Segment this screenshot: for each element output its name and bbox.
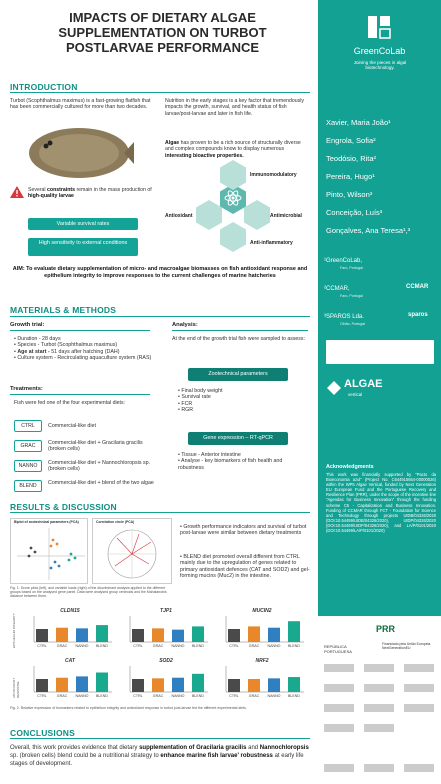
conclusions-text: Overall, this work provides evidence that dietary supplementation of Gracilaria gracilis and Nannochloropsis sp. (broken cells) blend could be a nutritional strategy to enhance marine fish larvae' robustness at early life stages of development. (10, 745, 309, 767)
bar-cat-ctrl (36, 679, 48, 692)
tick-label-ctrl: CTRL (229, 644, 239, 648)
author-7: Gonçalves, Ana Teresa¹,³ (326, 226, 411, 235)
result-bullet-2: • BLEND diet promoted overall different from CTRL mainly due to the upregulation of genes related to primary antioxidant defences (CAT and SOD2) and gel-forming mucins (Muc2) in the intestine. (180, 554, 310, 580)
algae-vertical-logo: ALGAE (344, 378, 383, 390)
org-tagline: Joining the pieces in algal biotechnology. (353, 60, 407, 71)
treatment-desc-grac: Commercial-like diet + Gracilaria gracilis (broken cells) (48, 440, 143, 453)
author-1: Xavier, Maria João¹ (326, 118, 391, 127)
acknowledgments-title: Acknowledgments (326, 464, 374, 470)
republica-portuguesa: REPÚBLICA PORTUGUESA (324, 644, 352, 654)
affiliation-1: ¹GreenCoLab, (324, 258, 363, 264)
hex-antiinf (220, 222, 246, 252)
results-header: RESULTS & DISCUSSION (10, 502, 117, 512)
figure1-caption: Fig. 1. Score plots (left), and variable loads (right) of the discriminant analysis applied to the different groups based on the analysed gene panel. Data were analysed group centroids and the Mahalanobis distance between them. (10, 586, 167, 599)
growth-list: • Duration - 28 days • Species - Turbot (Scophthalmus maximus) • Age at start - 51 days after hatching (DAH) • Culture system - Recirculating aquaculture system (RAS) (14, 336, 152, 362)
analysis-intro: At the end of the growth trial fish were sampled to assess: (172, 336, 305, 342)
pca-correlation-svg (93, 526, 171, 582)
bar-cldn15-blend (96, 625, 108, 642)
aim-statement: AIM: To evaluate dietary supplementation of micro- and macroalgae biomasses on fish antioxidant response and epithelium integrity to improve responses to the current challenges of marine hatcheries (12, 266, 308, 279)
bar-cldn15-ctrl (36, 629, 48, 642)
affiliation-3: ³SPAROS Lda. (324, 314, 364, 320)
org-name: GreenCoLab (353, 46, 406, 56)
author-2: Engrola, Sofia² (326, 136, 376, 145)
tick-label-nanno: NANNO (75, 694, 89, 698)
intro-divider (10, 92, 310, 93)
zootechnical-list: • Final body weight • Survival rate • FCR • RGR (178, 388, 223, 414)
affiliation-2: ²CCMAR, (324, 286, 350, 292)
treatments-underline (10, 394, 150, 395)
tick-label-nanno: NANNO (75, 644, 89, 648)
tick-label-grac: GRAC (152, 694, 164, 698)
affiliation-1-location: Faro, Portugal (340, 266, 363, 270)
tick-label-blend: BLEND (192, 644, 204, 648)
bar-chart-mucin2 (216, 606, 308, 650)
treatment-desc-blend: Commercial-like diet + blend of the two algae (48, 480, 154, 486)
algae-keyword: Algae (165, 140, 180, 146)
figure2-caption: Fig. 2. Relative expression of biomarkers related to epithelium integrity and antioxidant response in turbot post-larvae fed the different experimental diets. (10, 706, 247, 710)
bar-mucin2-nanno (268, 628, 280, 642)
acknowledgments-text: This work was financially supported by "Pacto da Bioeconomia azul" (Project No. C644915664-00000026) within the WP5 Algae Vertical, funded by Next Generation EU European Fund and the Portuguese Recovery and Resilience Plan (PRR), under the scope of the incentive line "Agendas for Business Innovation" through the funding scheme C5 - Capitalization and Business Innovation. Funding of CCMAR through FCT - Foundation for Science and Technology through projects UIDB/04326/2020 (DOI:10.54499/UIDB/04326/2020), UIDP/04326/2020 (DOI:10.54499/UIDP/04326/2020), and LA/P/0101/2020 (DOI:10.54499/LA/P/0101/2020) (326, 472, 436, 534)
treatment-code-blend: BLEND (14, 480, 42, 492)
bar-tjp1-nanno (172, 630, 184, 642)
affiliation-3-location: Olhão, Portugal (340, 322, 365, 326)
bar-sod2-ctrl (132, 679, 144, 692)
tick-label-blend: BLEND (288, 694, 300, 698)
funding-logos (318, 616, 441, 784)
bar-mucin2-ctrl (228, 629, 240, 642)
qr-code-area (326, 340, 434, 364)
affiliation-2-location: Faro, Portugal (340, 294, 363, 298)
hex-antiox (196, 200, 222, 230)
chart-title-nrf2: NRF2 (255, 658, 269, 664)
intro-paragraph-1: Turbot (Scophthalmus maximus) is a fast-growing flatfish that has been commercially cultured for more than two decades. (10, 98, 151, 111)
label-antimicrobial: Antimicrobial (270, 213, 302, 219)
bar-sod2-grac (152, 678, 164, 692)
methods-header: MATERIALS & METHODS (10, 305, 117, 315)
tick-label-ctrl: CTRL (133, 694, 143, 698)
analysis-title: Analysis: (172, 322, 198, 328)
constraint-sensitivity: High sensitivity to external conditions (28, 238, 138, 256)
bar-nrf2-blend (288, 677, 300, 692)
analysis-underline (172, 330, 308, 331)
bar-chart-nrf2 (216, 656, 308, 700)
tick-label-ctrl: CTRL (133, 644, 143, 648)
gene-list: • Tissue - Anterior intestine • Analyse - key biomarkers of fish health and robustness (178, 452, 283, 471)
label-antiinflammatory: Anti-inflammatory (250, 240, 293, 246)
bar-mucin2-grac (248, 626, 260, 642)
tick-label-nanno: NANNO (267, 694, 281, 698)
treatment-code-nanno: NANNO (14, 460, 42, 472)
conclusions-header: CONCLUSIONS (10, 728, 76, 738)
pca-score-svg (11, 526, 87, 582)
bar-sod2-nanno (172, 678, 184, 692)
bar-cat-nanno (76, 676, 88, 692)
pca-correlation-plot (92, 518, 172, 584)
result-bullet-1: • Growth performance indicators and survival of turbot post-larvae were similar between dietary treatments (180, 524, 307, 537)
tick-label-blend: BLEND (288, 644, 300, 648)
tick-label-grac: GRAC (248, 694, 260, 698)
group-label-antioxidant: ANTIOXIDANT RESPONSE (12, 677, 20, 698)
tick-label-grac: GRAC (56, 644, 68, 648)
treatment-code-ctrl: CTRL (14, 420, 42, 432)
chart-title-mucin2: MUCIN2 (252, 608, 272, 614)
author-6: Conceição, Luís³ (326, 208, 383, 217)
constraints-text: Several constraints remain in the mass production of high-quality larvae (28, 187, 152, 200)
tick-label-grac: GRAC (152, 644, 164, 648)
page-title: IMPACTS OF DIETARY ALGAE SUPPLEMENTATION ON TURBOT POSTLARVAE PERFORMANCE (58, 10, 267, 55)
bar-chart-cldn15 (24, 606, 116, 650)
tick-label-nanno: NANNO (171, 694, 185, 698)
chart-title-tjp1: TJP1 (160, 608, 172, 614)
bar-tjp1-grac (152, 628, 164, 642)
bar-nrf2-ctrl (228, 679, 240, 692)
bar-chart-sod2 (120, 656, 212, 700)
treatment-desc-nanno: Commercial-like diet + Nannochloropsis sp. (broken cells) (48, 460, 151, 473)
bar-cldn15-nanno (76, 628, 88, 642)
label-immunomodulatory: Immunomodulatory (250, 172, 297, 178)
hex-antimicro (244, 200, 270, 230)
chart-title-sod2: SOD2 (159, 658, 173, 664)
constraint-survival: Variable survival rates (28, 218, 138, 230)
gene-expression-header: Gene expression – RT-qPCR (188, 432, 288, 445)
pca-correlation-title: Correlation circle (PCA) (96, 520, 135, 524)
partner-logos-grid (324, 658, 436, 778)
prr-logo: PRR (376, 624, 396, 634)
treatment-code-grac: GRAC (14, 440, 42, 452)
zootechnical-header: Zootechnical parameters (188, 368, 288, 381)
intro-paragraph-3: Algae has proven to be a rich source of structurally diverse and complex compounds know to display numerous interesting bioactive properties. (165, 140, 301, 159)
intro-header: INTRODUCTION (10, 82, 78, 92)
chart-title-cldn15: CLDN15 (60, 608, 80, 614)
tick-label-nanno: NANNO (171, 644, 185, 648)
warning-icon (10, 186, 24, 198)
tick-label-nanno: NANNO (267, 644, 281, 648)
growth-underline (10, 330, 150, 331)
intro-paragraph-2: Nutrition in the early stages is a key factor that tremendously impacts the growth, survival, and health status of fish larvae/post-larvae and later in fish life. (165, 98, 304, 117)
pca-score-title: Biplot of zootechnical parameters (PCA) (14, 520, 79, 524)
algae-vertical-sub: vertical (348, 392, 363, 397)
bar-chart-tjp1 (120, 606, 212, 650)
tick-label-grac: GRAC (248, 644, 260, 648)
growth-trial-title: Growth trial: (10, 322, 45, 328)
pca-points (28, 539, 77, 570)
chart-title-cat: CAT (65, 658, 75, 664)
group-label-epithelium: EPITHELIUM INTEGRITY (12, 613, 16, 648)
greencolab-logo-icon (366, 14, 392, 40)
treatments-title: Treatments: (10, 386, 43, 392)
results-divider (10, 512, 310, 513)
tick-label-blend: BLEND (192, 694, 204, 698)
algae-logo-icon (326, 380, 342, 396)
bar-cat-blend (96, 673, 108, 693)
atom-icon (224, 189, 242, 207)
author-3: Teodósio, Rita² (326, 154, 377, 163)
label-antioxidant: Antioxidant (165, 213, 193, 219)
tick-label-grac: GRAC (56, 694, 68, 698)
tick-label-ctrl: CTRL (37, 694, 47, 698)
turbot-image (24, 124, 134, 182)
bar-cat-grac (56, 678, 68, 692)
bar-mucin2-blend (288, 621, 300, 642)
eu-funding-label: Financiado pela União Europeia NextGenerationEU (382, 642, 431, 650)
tick-label-ctrl: CTRL (229, 694, 239, 698)
conclusions-divider (10, 738, 310, 739)
methods-divider (10, 316, 310, 317)
bar-nrf2-nanno (268, 678, 280, 692)
bar-tjp1-blend (192, 626, 204, 642)
hex-immuno (220, 160, 246, 190)
tick-label-blend: BLEND (96, 644, 108, 648)
treatments-intro: Fish were fed one of the four experimental diets: (14, 400, 126, 406)
sparos-logo: sparos (408, 312, 428, 318)
tick-label-blend: BLEND (96, 694, 108, 698)
author-4: Pereira, Hugo¹ (326, 172, 375, 181)
author-5: Pinto, Wilson³ (326, 190, 373, 199)
treatment-desc-ctrl: Commercial-like diet (48, 423, 96, 429)
bar-nrf2-grac (248, 679, 260, 692)
bar-chart-cat (24, 656, 116, 700)
bar-sod2-blend (192, 674, 204, 692)
tick-label-ctrl: CTRL (37, 644, 47, 648)
ccmar-logo: CCMAR (406, 284, 429, 290)
bar-cldn15-grac (56, 628, 68, 642)
bar-tjp1-ctrl (132, 629, 144, 642)
pca-score-plot (10, 518, 88, 584)
